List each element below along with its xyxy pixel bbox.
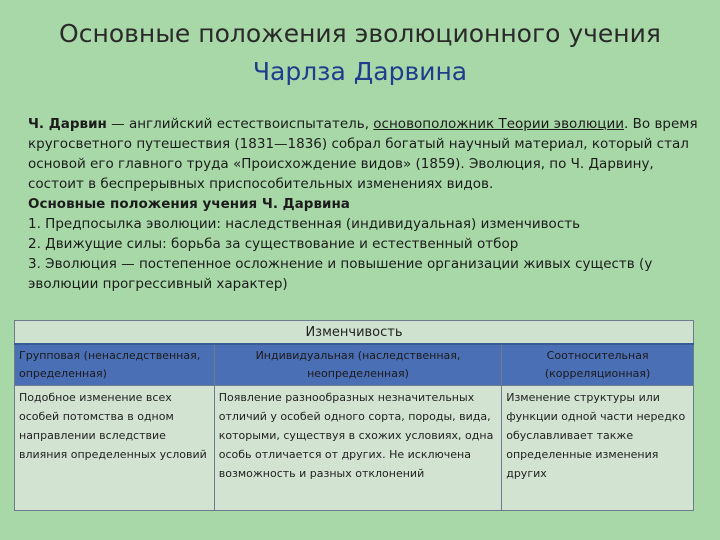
- principles-heading: Основные положения учения Ч. Дарвина: [28, 196, 350, 212]
- principle-item-1: 1. Предпосылка эволюции: наследственная (индивидуальная) изменчивость: [28, 216, 581, 232]
- column-header: Соотносительная (корреляционная): [502, 344, 694, 386]
- darwin-name: Ч. Дарвин: [28, 116, 107, 132]
- table-row: [15, 386, 694, 511]
- page-title: Основные положения эволюционного учения: [59, 19, 661, 48]
- table-cell: Подобное изменение всех особей потомства в одном направлении вследствие влияния определенных условий: [15, 386, 215, 511]
- evolution-theory-link[interactable]: основоположник Теории эволюции: [373, 116, 625, 132]
- column-header: Групповая (ненаследственная, определенная): [15, 344, 215, 386]
- table-title: Изменчивость: [15, 321, 694, 345]
- page-subtitle: Чарлза Дарвина: [252, 57, 468, 86]
- principle-item-3: 3. Эволюция — постепенное осложнение и повышение организации живых существ (у эволюции прогрессивный характер): [28, 256, 653, 292]
- intro-desc: — английский естествоиспытатель,: [106, 116, 374, 132]
- table-header-row: [15, 344, 694, 386]
- table-title-row: [15, 321, 694, 345]
- column-header: Индивидуальная (наследственная, неопределенная): [214, 344, 501, 386]
- intro-section: [28, 114, 708, 294]
- table-cell: Появление разнообразных незначительных отличий у особей одного сорта, породы, вида, которыми, существуя в схожих условиях, одна особь отличается от других. Не исключена возможность и разных отклонений: [214, 386, 501, 511]
- principle-item-2: 2. Движущие силы: борьба за существование и естественный отбор: [28, 236, 519, 252]
- table-cell: Изменение структуры или функции одной части нередко обуславливает также определенные изменения других: [502, 386, 694, 511]
- intro-rest: . Во время кругосветного путешествия (1831—1836) собрал богатый научный материал, который стал основой его главного труда «Происхождение видов» (1859). Эволюция, по Ч. Дарвину, состоит в беспрерывных приспособительных изменениях видов.: [28, 116, 698, 192]
- intro-paragraph: [28, 114, 708, 194]
- variability-table: [14, 320, 694, 511]
